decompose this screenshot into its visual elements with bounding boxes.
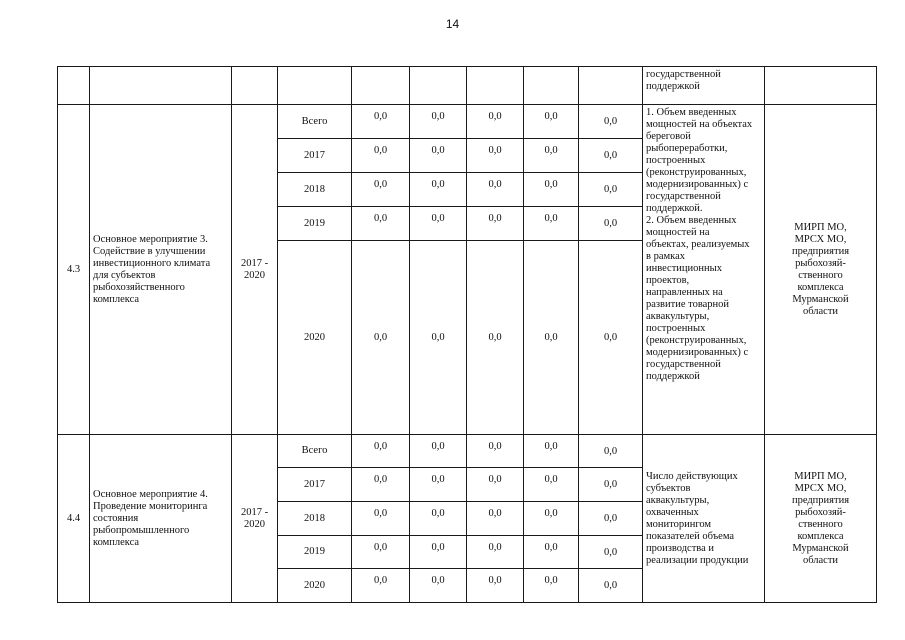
year-label: 2017 [278,139,352,173]
indicator-line: 1. Объем введенных [646,107,737,118]
indicator-line: показателей объема [646,530,735,542]
value-cell: 0,0 [410,207,467,241]
indicator-line: модернизированных) с [646,347,749,358]
value-cell: 0,0 [524,468,579,502]
indicator-line: поддержкой [646,371,700,382]
value-cell: 0,0 [467,207,524,241]
responsible-line: рыбохозяй- [795,506,846,518]
indicator-line: проектов, [646,275,690,286]
indicator-line: модернизированных) с [646,179,749,190]
value-cell: 0,0 [467,502,524,536]
indicator-line: построенных [646,323,706,334]
value-cell: 0,0 [467,569,524,603]
value-cell: 0,0 [410,241,467,435]
period-cell: 2017 - 2020 [232,105,278,435]
value-cell: 0,0 [352,569,410,603]
indicator-line: развитие товарной [646,299,730,310]
value-cell: 0,0 [467,139,524,173]
value-cell: 0,0 [579,435,643,468]
value-cell: 0,0 [579,502,643,536]
value-cell: 0,0 [410,139,467,173]
indicator-line: мощностей на [646,227,710,238]
indicator-line: поддержкой [646,81,700,92]
indicator-line: мониторингом [646,518,712,530]
value-cell: 0,0 [579,536,643,569]
indicator-line: в рамках [646,251,685,262]
responsible-line: комплекса [797,530,844,542]
value-cell: 0,0 [579,139,643,173]
indicator-line: 2. Объем введенных [646,215,737,226]
indicator-line: поддержкой. [646,203,703,214]
indicator-line: (реконструированных, [646,167,747,178]
cell-empty [579,67,643,105]
value-cell: 0,0 [467,105,524,139]
value-cell: 0,0 [524,435,579,468]
value-cell: 0,0 [579,173,643,207]
value-cell: 0,0 [524,241,579,435]
value-cell: 0,0 [524,173,579,207]
value-cell: 0,0 [467,435,524,468]
indicator-line: государственной [646,69,721,80]
responsible-line: МРСХ МО, [794,482,847,494]
value-cell: 0,0 [467,241,524,435]
cell-empty [410,67,467,105]
value-cell: 0,0 [467,468,524,502]
value-cell: 0,0 [352,105,410,139]
value-cell: 0,0 [352,207,410,241]
cell-empty [765,67,877,105]
indicator-line: инвестиционных [646,263,722,274]
indicator-line: производства и [646,542,715,554]
program-table [57,66,877,603]
value-cell: 0,0 [467,173,524,207]
value-cell: 0,0 [579,241,643,435]
indicator-cell [643,435,765,603]
page-number: 14 [445,17,460,31]
value-cell: 0,0 [410,435,467,468]
row-number: 4.4 [58,435,90,603]
period-cell: 2017 - 2020 [232,435,278,603]
year-label: 2019 [278,536,352,569]
value-cell: 0,0 [352,468,410,502]
value-cell: 0,0 [579,569,643,603]
indicator-line: аквакультуры, [646,311,710,322]
responsible-cell [765,435,877,603]
indicator-line: государственной [646,191,721,202]
value-cell: 0,0 [352,435,410,468]
indicator-line: аквакультуры, [646,494,710,506]
continuation-row [58,67,877,105]
indicator-line: построенных [646,155,706,166]
cell-empty [467,67,524,105]
value-cell: 0,0 [524,139,579,173]
value-cell: 0,0 [524,105,579,139]
responsible-line: предприятия [791,494,850,506]
indicator-cell [643,67,765,105]
value-cell: 0,0 [352,139,410,173]
year-label: 2020 [278,241,352,435]
responsible-line: Мурманской [792,293,849,305]
value-cell: 0,0 [352,502,410,536]
cell-empty [524,67,579,105]
value-cell: 0,0 [524,207,579,241]
value-cell: 0,0 [352,241,410,435]
indicator-line: реализации продукции [646,554,749,566]
indicator-line: направленных на [646,287,723,298]
responsible-line: рыбохозяй- [795,257,846,269]
year-label: Всего [278,105,352,139]
indicator-line: рыбопереработки, [646,143,728,154]
responsible-cell [765,105,877,435]
year-label: 2019 [278,207,352,241]
value-cell: 0,0 [352,536,410,569]
indicator-line: береговой [646,131,691,142]
value-cell: 0,0 [352,173,410,207]
year-label: 2020 [278,569,352,603]
value-cell: 0,0 [524,502,579,536]
indicator-line: (реконструированных, [646,335,747,346]
indicator-line: Число действующих [646,470,738,482]
indicator-line: государственной [646,359,721,370]
value-cell: 0,0 [410,536,467,569]
responsible-line: области [802,305,839,317]
cell-empty [58,67,90,105]
value-cell: 0,0 [410,502,467,536]
responsible-line: ственного [798,518,843,530]
value-cell: 0,0 [579,105,643,139]
value-cell: 0,0 [579,468,643,502]
activity-name: Основное мероприятие 4. Проведение мониторинга состояния рыбопромышленного комплекса [90,435,232,603]
responsible-line: МИРП МО, [794,470,847,482]
year-label: 2017 [278,468,352,502]
row-number: 4.3 [58,105,90,435]
responsible-line: ственного [798,269,843,281]
cell-empty [232,67,278,105]
value-cell: 0,0 [410,173,467,207]
table-row [58,435,877,468]
indicator-line: субъектов [646,482,691,494]
responsible-line: области [802,554,839,566]
value-cell: 0,0 [524,569,579,603]
cell-empty [278,67,352,105]
responsible-line: МИРП МО, [794,221,847,233]
value-cell: 0,0 [467,536,524,569]
value-cell: 0,0 [410,105,467,139]
table-row [58,105,877,139]
indicator-line: объектах, реализуемых [646,239,750,250]
responsible-line: МРСХ МО, [794,233,847,245]
responsible-line: Мурманской [792,542,849,554]
year-label: 2018 [278,502,352,536]
value-cell: 0,0 [410,569,467,603]
value-cell: 0,0 [410,468,467,502]
cell-empty [352,67,410,105]
year-label: Всего [278,435,352,468]
responsible-line: предприятия [791,245,850,257]
cell-empty [90,67,232,105]
value-cell: 0,0 [579,207,643,241]
value-cell: 0,0 [524,536,579,569]
responsible-line: комплекса [797,281,844,293]
activity-name: Основное мероприятие 3. Содействие в улучшении инвестиционного климата для субъектов рыбохозяйственного комплекса [90,105,232,435]
indicator-line: мощностей на объектах [646,119,753,130]
indicator-line: охваченных [646,506,699,518]
year-label: 2018 [278,173,352,207]
indicator-cell [643,105,765,435]
